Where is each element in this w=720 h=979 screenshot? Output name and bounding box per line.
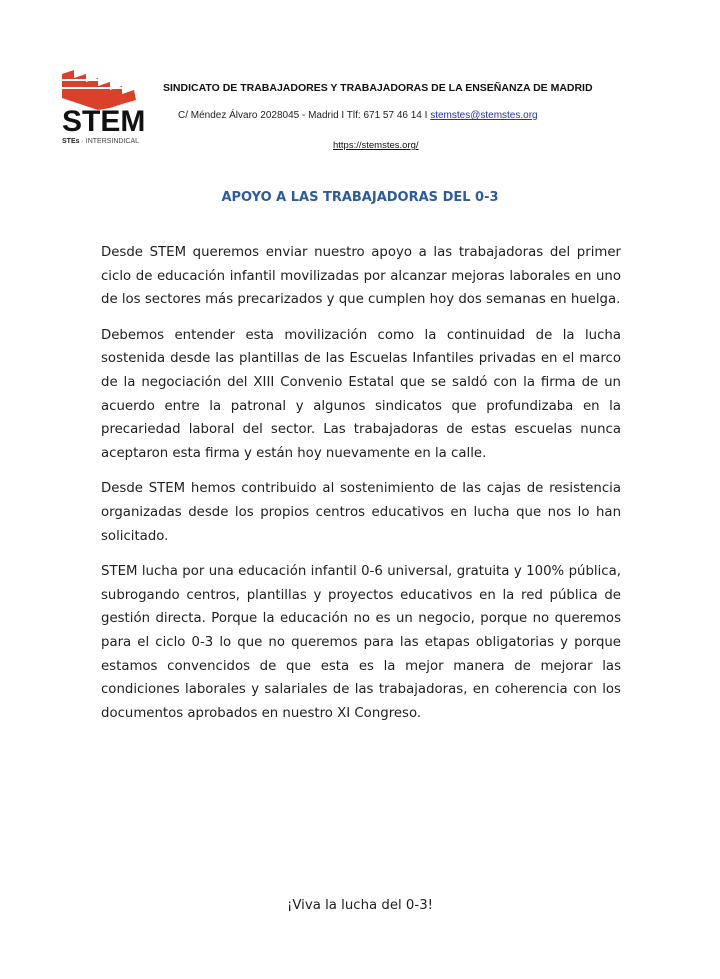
email-link[interactable]: stemstes@stemstes.org bbox=[430, 110, 538, 121]
document-title: APOYO A LAS TRABAJADORAS DEL 0-3 bbox=[221, 190, 499, 205]
logo-text: STEM bbox=[62, 105, 146, 138]
paragraph: Desde STEM hemos contribuido al sostenimiento de las cajas de resistencia organizadas desde los propios centros educativos en lucha que nos lo han solicitado. bbox=[101, 481, 621, 544]
organization-address: C/ Méndez Álvaro 2028045 - Madrid I Tlf: 671 57 46 14 I stemstes@stemstes.org bbox=[178, 110, 538, 121]
stem-logo bbox=[60, 70, 150, 150]
logo-subtitle: STEs · INTERSINDICAL bbox=[62, 138, 140, 145]
paragraph: Desde STEM queremos enviar nuestro apoyo a las trabajadoras del primer ciclo de educación infantil movilizadas por alcanzar mejoras laborales en uno de los sectores más precarizados y que cumplen hoy dos semanas en huelga. bbox=[101, 245, 621, 308]
paragraph: STEM lucha por una educación infantil 0-6 universal, gratuita y 100% pública, subrogando centros, plantillas y proyectos educativos en la red pública de gestión directa. Porque la educación no es un negocio, porque no queremos para el ciclo 0-3 lo que no queremos para las etapas obligatorias y porque estamos convencidos de que esta es la mejor manera de mejorar las condiciones laborales y salariales de las trabajadoras, en coherencia con los documentos aprobados en nuestro XI Congreso. bbox=[101, 564, 621, 721]
document-body bbox=[101, 241, 621, 737]
closing-slogan: ¡Viva la lucha del 0-3! bbox=[287, 898, 433, 913]
flag-wave-icon bbox=[60, 70, 150, 110]
organization-name: SINDICATO DE TRABAJADORES Y TRABAJADORAS DE LA ENSEÑANZA DE MADRID bbox=[163, 82, 593, 94]
paragraph: Debemos entender esta movilización como la continuidad de la lucha sostenida desde las plantillas de las Escuelas Infantiles privadas en el marco de la negociación del XIII Convenio Estatal que se saldó con la firma de un acuerdo entre la patronal y algunos sindicatos que profundizaba en la precariedad laboral del sector. Las trabajadoras de estas escuelas nunca aceptaron esta firma y están hoy nuevamente en la calle. bbox=[101, 327, 621, 461]
website-link[interactable]: https://stemstes.org/ bbox=[333, 140, 419, 151]
